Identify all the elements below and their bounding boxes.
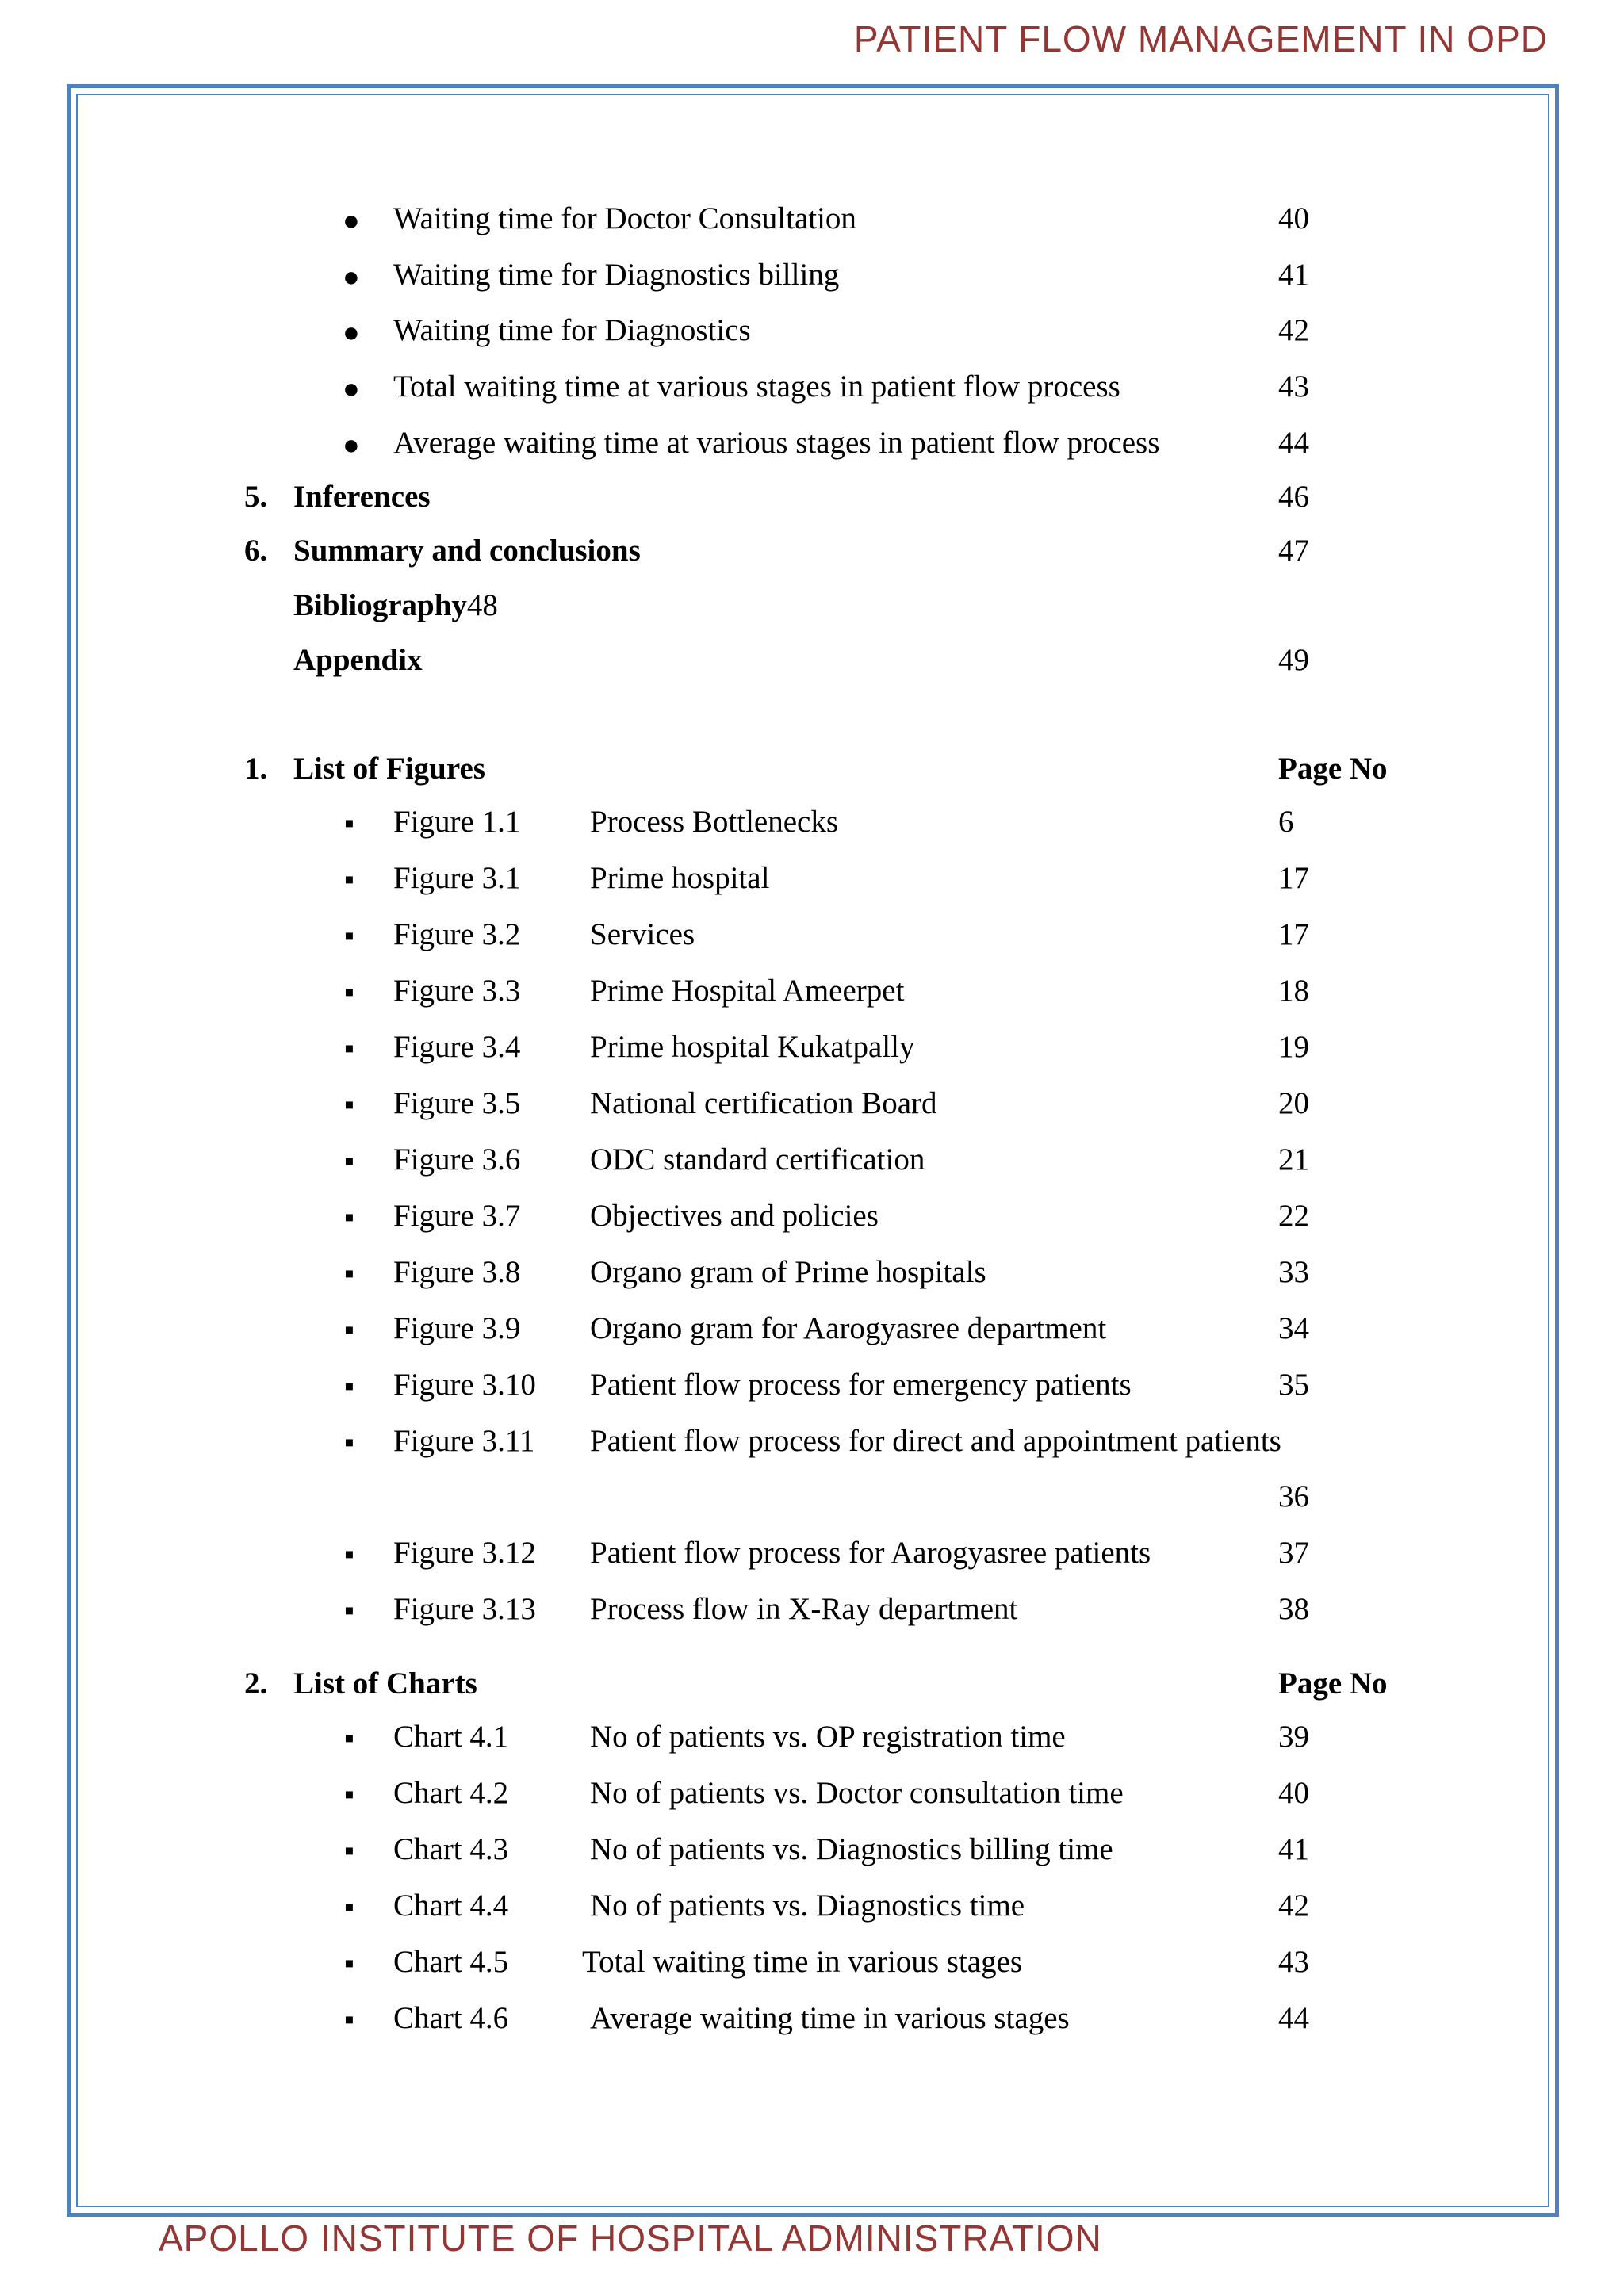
charts-page-heading: Page No — [1278, 1667, 1388, 1701]
figure-page: 33 — [1278, 1255, 1309, 1289]
figure-id: Figure 3.6 — [393, 1142, 521, 1177]
chart-id: Chart 4.2 — [393, 1776, 509, 1810]
figure-title: Organo gram for Aarogyasree department — [590, 1311, 1107, 1345]
toc-entry-page: 41 — [1278, 258, 1309, 292]
figure-id: Figure 1.1 — [393, 805, 521, 839]
bibliography-page: 48 — [466, 588, 498, 622]
square-bullet-icon: ▪ — [344, 1426, 354, 1458]
figure-id: Figure 3.1 — [393, 861, 521, 895]
figure-title: Organo gram of Prime hospitals — [590, 1255, 986, 1289]
chart-title: No of patients vs. Diagnostics time — [590, 1888, 1025, 1923]
figure-page: 17 — [1278, 861, 1309, 895]
section-number: 6. — [244, 534, 268, 568]
figure-title: Prime Hospital Ameerpet — [590, 974, 905, 1008]
chart-page: 40 — [1278, 1776, 1309, 1810]
figure-title: Services — [590, 917, 695, 951]
square-bullet-icon: ▪ — [344, 1145, 354, 1177]
bibliography-entry — [293, 590, 498, 621]
bullet-dot-icon: ● — [343, 429, 360, 461]
figure-page: 34 — [1278, 1311, 1309, 1345]
figure-id: Figure 3.13 — [393, 1592, 536, 1626]
figure-page: 36 — [1278, 1479, 1309, 1513]
square-bullet-icon: ▪ — [344, 1594, 354, 1626]
chart-title: No of patients vs. Diagnostics billing time — [590, 1832, 1113, 1866]
square-bullet-icon: ▪ — [344, 1257, 354, 1289]
chart-title: Total waiting time in various stages — [582, 1945, 1023, 1979]
figure-id: Figure 3.2 — [393, 917, 521, 951]
figure-id: Figure 3.4 — [393, 1030, 521, 1064]
chart-page: 44 — [1278, 2001, 1309, 2035]
square-bullet-icon: ▪ — [344, 1722, 354, 1754]
figure-title: National certification Board — [590, 1086, 937, 1120]
bullet-dot-icon: ● — [343, 316, 360, 348]
figure-title: Patient flow process for direct and appointment patients — [590, 1424, 1281, 1458]
figure-page: 17 — [1278, 917, 1309, 951]
figure-id: Figure 3.8 — [393, 1255, 521, 1289]
figure-id: Figure 3.3 — [393, 974, 521, 1008]
toc-entry-title: Average waiting time at various stages in patient flow process — [393, 426, 1160, 460]
chart-id: Chart 4.6 — [393, 2001, 509, 2035]
square-bullet-icon: ▪ — [344, 1891, 354, 1923]
section-title: Summary and conclusions — [293, 534, 641, 568]
chart-page: 43 — [1278, 1945, 1309, 1979]
square-bullet-icon: ▪ — [344, 1089, 354, 1120]
bullet-dot-icon: ● — [343, 261, 360, 293]
figure-title: Process flow in X-Ray department — [590, 1592, 1018, 1626]
square-bullet-icon: ▪ — [344, 1538, 354, 1570]
chart-title: No of patients vs. OP registration time — [590, 1720, 1066, 1754]
square-bullet-icon: ▪ — [344, 1778, 354, 1810]
square-bullet-icon: ▪ — [344, 1314, 354, 1345]
figure-title: Prime hospital — [590, 861, 770, 895]
chart-page: 42 — [1278, 1888, 1309, 1923]
toc-entry-title: Waiting time for Diagnostics — [393, 313, 751, 347]
square-bullet-icon: ▪ — [344, 2003, 354, 2035]
figure-id: Figure 3.9 — [393, 1311, 521, 1345]
bullet-dot-icon: ● — [343, 205, 360, 236]
appendix-page: 49 — [1278, 643, 1309, 677]
toc-entry-page: 44 — [1278, 426, 1309, 460]
figure-id: Figure 3.11 — [393, 1424, 535, 1458]
figure-title: ODC standard certification — [590, 1142, 925, 1177]
figure-page: 22 — [1278, 1199, 1309, 1233]
figures-number: 1. — [244, 752, 268, 786]
chart-page: 39 — [1278, 1720, 1309, 1754]
figure-id: Figure 3.10 — [393, 1368, 536, 1402]
chart-title: No of patients vs. Doctor consultation time — [590, 1776, 1124, 1810]
section-page: 47 — [1278, 534, 1309, 568]
figure-title: Objectives and policies — [590, 1199, 879, 1233]
chart-id: Chart 4.1 — [393, 1720, 509, 1754]
figure-id: Figure 3.7 — [393, 1199, 521, 1233]
chart-id: Chart 4.3 — [393, 1832, 509, 1866]
bullet-dot-icon: ● — [343, 373, 360, 404]
section-number: 5. — [244, 480, 268, 514]
figure-id: Figure 3.5 — [393, 1086, 521, 1120]
figure-page: 35 — [1278, 1368, 1309, 1402]
square-bullet-icon: ▪ — [344, 1201, 354, 1233]
figures-page-heading: Page No — [1278, 752, 1388, 786]
toc-entry-title: Waiting time for Doctor Consultation — [393, 201, 856, 235]
square-bullet-icon: ▪ — [344, 976, 354, 1008]
figure-title: Patient flow process for emergency patients — [590, 1368, 1132, 1402]
figures-heading: List of Figures — [293, 752, 485, 786]
section-page: 46 — [1278, 480, 1309, 514]
toc-entry-title: Total waiting time at various stages in patient flow process — [393, 369, 1120, 404]
figure-page: 38 — [1278, 1592, 1309, 1626]
bibliography-title: Bibliography — [293, 588, 467, 622]
chart-id: Chart 4.5 — [393, 1945, 509, 1979]
chart-id: Chart 4.4 — [393, 1888, 509, 1923]
square-bullet-icon: ▪ — [344, 1032, 354, 1064]
figure-page: 18 — [1278, 974, 1309, 1008]
figure-page: 37 — [1278, 1536, 1309, 1570]
toc-entry-title: Waiting time for Diagnostics billing — [393, 258, 840, 292]
square-bullet-icon: ▪ — [344, 1835, 354, 1866]
figure-title: Prime hospital Kukatpally — [590, 1030, 915, 1064]
toc-entry-page: 43 — [1278, 369, 1309, 404]
charts-number: 2. — [244, 1667, 268, 1701]
figure-page: 20 — [1278, 1086, 1309, 1120]
square-bullet-icon: ▪ — [344, 863, 354, 895]
page-footer: APOLLO INSTITUTE OF HOSPITAL ADMINISTRATION — [159, 2218, 1102, 2259]
figure-page: 6 — [1278, 805, 1294, 839]
chart-title: Average waiting time in various stages — [590, 2001, 1070, 2035]
square-bullet-icon: ▪ — [344, 1947, 354, 1979]
square-bullet-icon: ▪ — [344, 807, 354, 839]
figure-title: Process Bottlenecks — [590, 805, 839, 839]
toc-entry-page: 40 — [1278, 201, 1309, 235]
figure-page: 21 — [1278, 1142, 1309, 1177]
figure-id: Figure 3.12 — [393, 1536, 536, 1570]
figure-title: Patient flow process for Aarogyasree patients — [590, 1536, 1151, 1570]
toc-entry-page: 42 — [1278, 313, 1309, 347]
figure-page: 19 — [1278, 1030, 1309, 1064]
charts-heading: List of Charts — [293, 1667, 477, 1701]
square-bullet-icon: ▪ — [344, 1370, 354, 1402]
appendix-title: Appendix — [293, 643, 423, 677]
section-title: Inferences — [293, 480, 431, 514]
square-bullet-icon: ▪ — [344, 920, 354, 951]
page-header: PATIENT FLOW MANAGEMENT IN OPD — [853, 18, 1548, 59]
chart-page: 41 — [1278, 1832, 1309, 1866]
